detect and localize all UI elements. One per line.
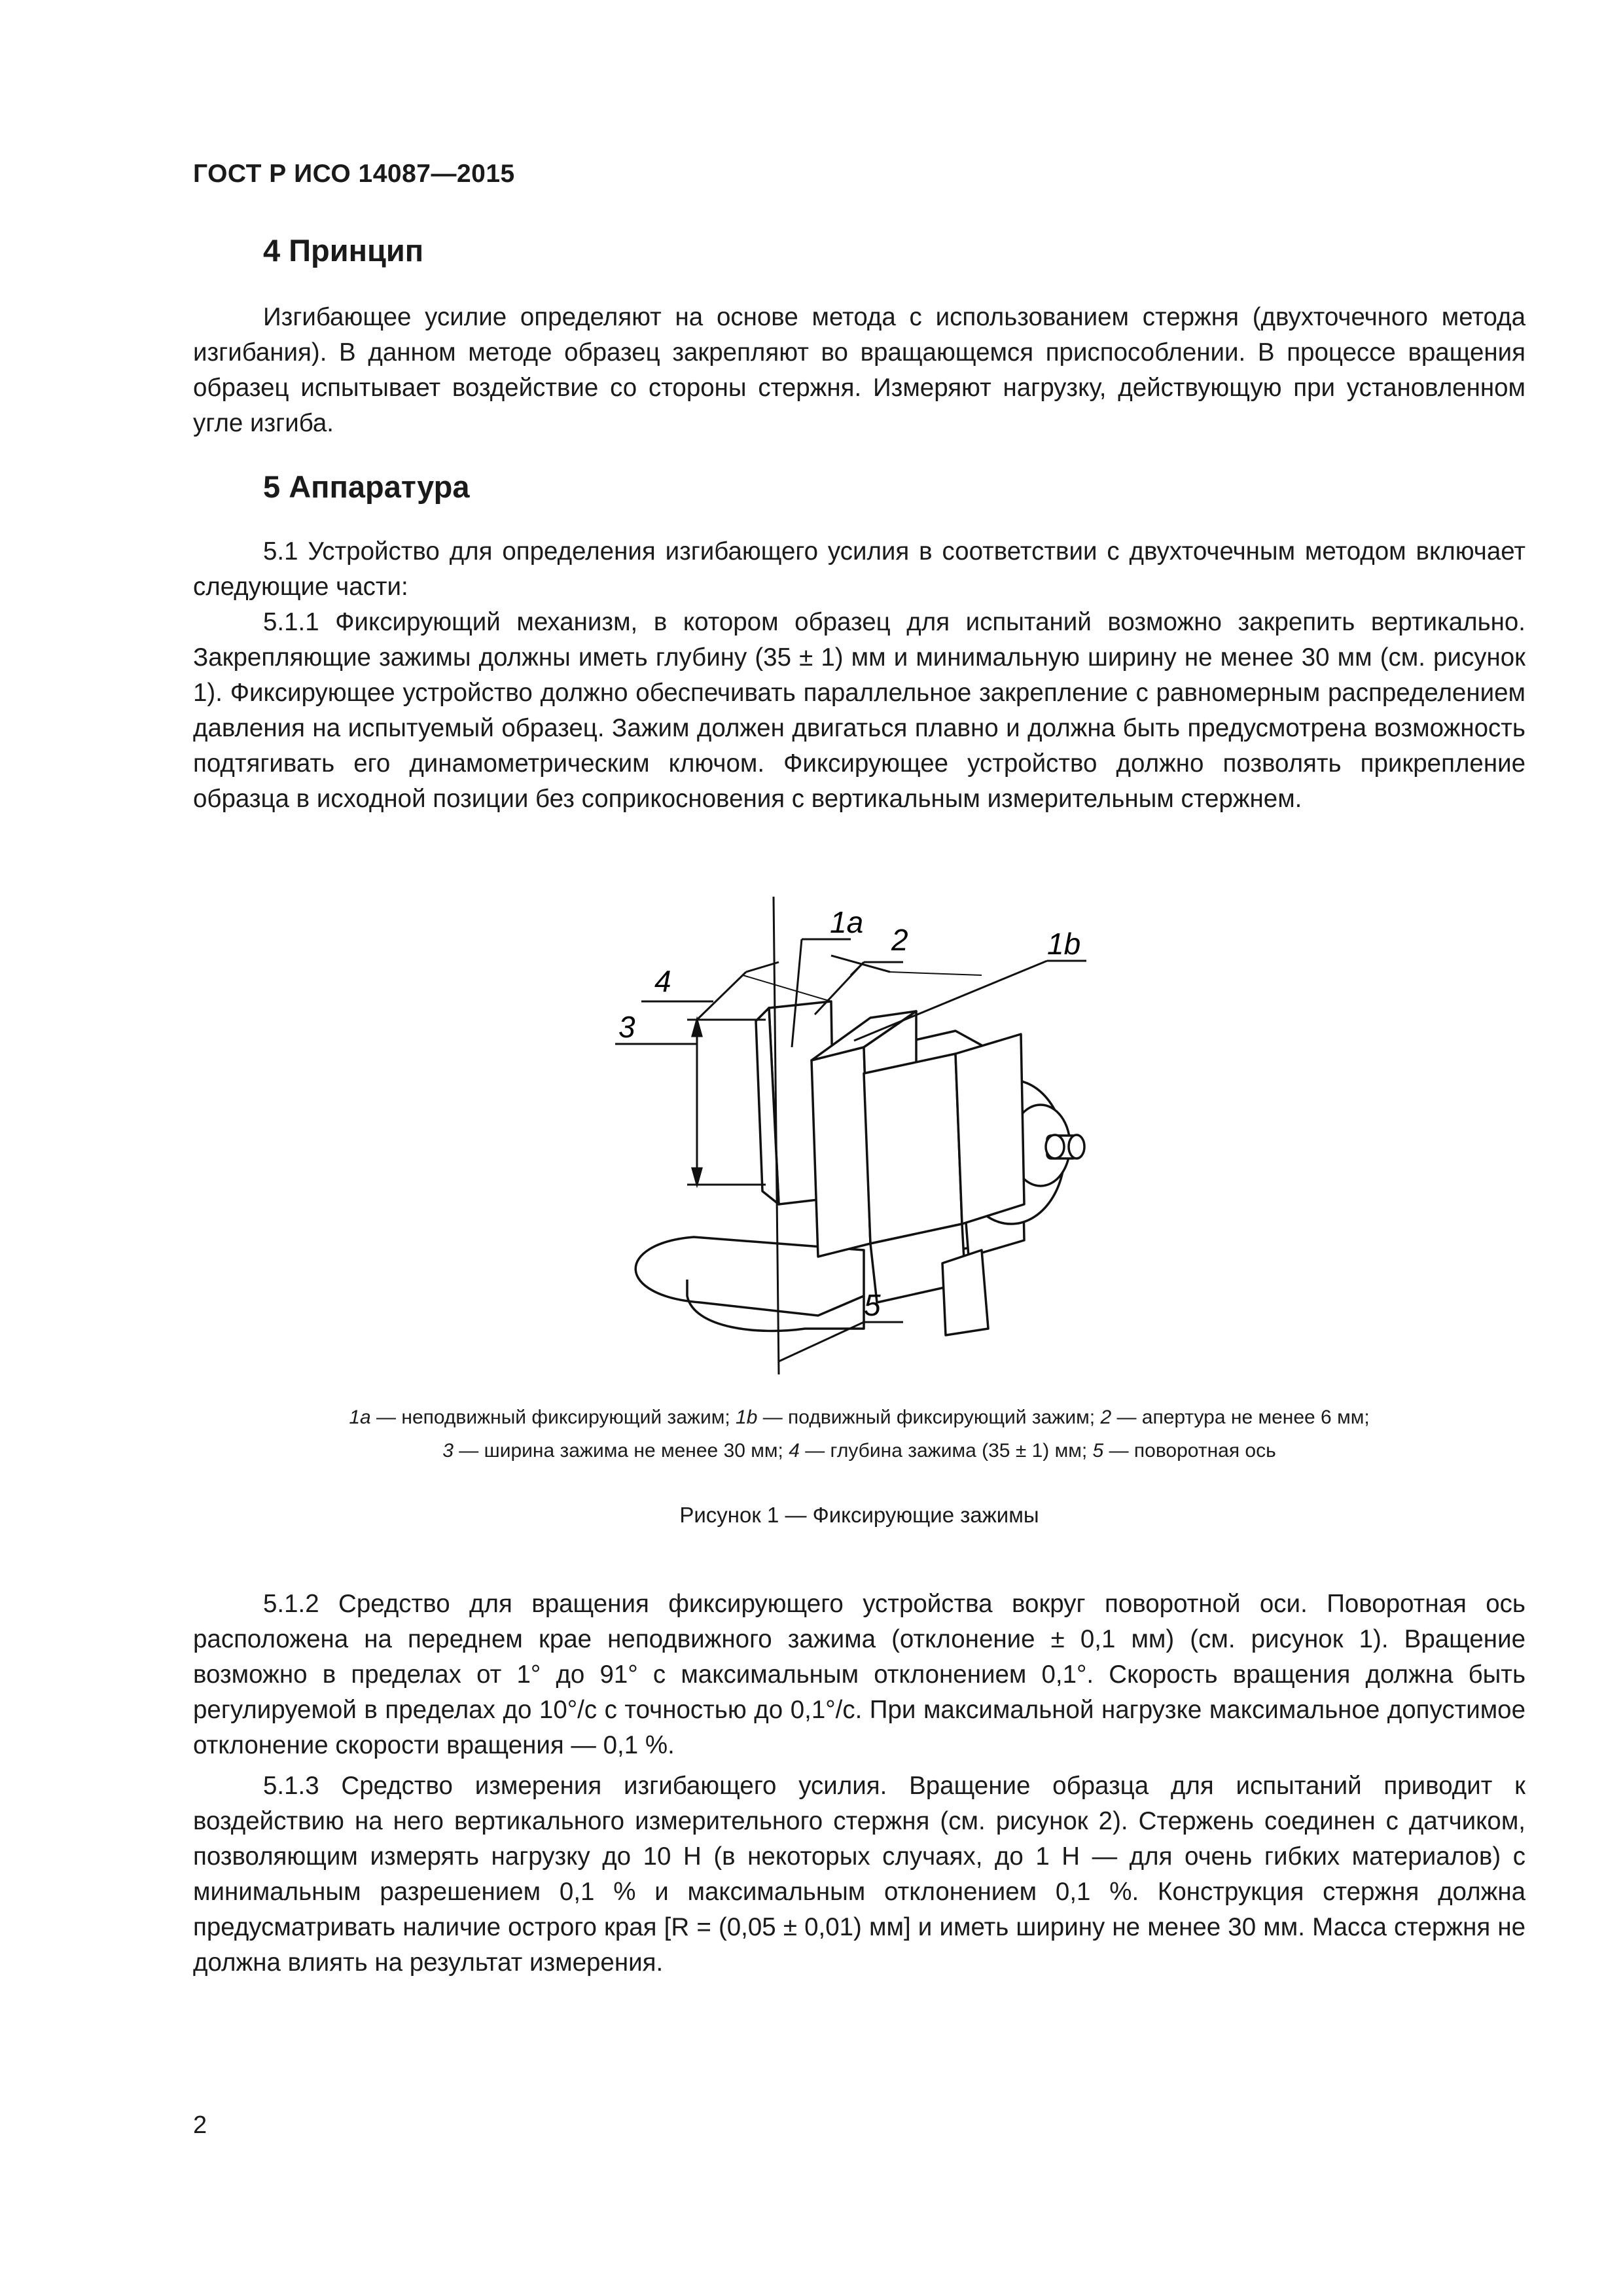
legend-text: — ширина зажима не менее 30 мм; <box>453 1440 789 1462</box>
legend-key: 4 <box>789 1440 800 1462</box>
callout-1a: 1a <box>830 905 864 939</box>
paragraph-5-1: 5.1 Устройство для определения изгибающего усилия в соответствии с двухточечным методом включает следующие части: <box>193 537 1525 601</box>
paragraph-5-1-3: 5.1.3 Средство измерения изгибающего усилия. Вращение образца для испытаний приводит к воздействию на него вертикального измерительного стержня (см. рисунок 2). Стержень соединен с датчиком, позволяющим измерять нагрузку до 10 Н (в некоторых случаях, до 1 Н — для очень гибких материалов) с минимальным разрешением 0,1 % и максимальным отклонением 0,1 %. Конструкция стержня должна предусматривать наличие острого края [R = (0,05 ± 0,01) мм] и иметь ширину не менее 30 мм. Масса стержня не должна влиять на результат измерения. <box>193 1772 1525 1977</box>
section-4-title: 4 Принцип <box>263 233 424 268</box>
legend-text: — глубина зажима (35 ± 1) мм; <box>799 1440 1093 1462</box>
legend-text: — неподвижный фиксирующий зажим; <box>370 1407 736 1428</box>
legend-text: — подвижный фиксирующий зажим; <box>757 1407 1101 1428</box>
legend-text: — апертура не менее 6 мм; <box>1111 1407 1370 1428</box>
section-5-1-2-block <box>193 1587 1525 1981</box>
legend-key: 3 <box>442 1440 454 1462</box>
legend-key: 1b <box>736 1407 758 1428</box>
front-clamp-body <box>864 1054 962 1244</box>
paragraph-5-1-2: 5.1.2 Средство для вращения фиксирующего устройства вокруг поворотной оси. Поворотная ось расположена на переднем крае неподвижного зажима (отклонение ± 0,1 мм) (см. рисунок 1). Вращение возможно в пределах от 1° до 91° с максимальным отклонением 0,1°. Скорость вращения должна быть регулируемой в пределах до 10°/с с точностью до 0,1°/с. При максимальной нагрузке максимальное допустимое отклонение скорости вращения — 0,1 %. <box>193 1590 1525 1759</box>
document-header: ГОСТ Р ИСО 14087—2015 <box>193 160 515 188</box>
legend-line-2 <box>193 1434 1525 1467</box>
figure-1-clamps-drawing <box>589 877 1165 1401</box>
movable-clamp-1b <box>812 1047 870 1257</box>
section-4-body: Изгибающее усилие определяют на основе метода с использованием стержня (двухточечного метода изгибания). В данном методе образец закрепляют во вращающемся приспособлении. В процессе вращения образец испытывает воздействие со стороны стержня. Измеряют нагрузку, действующую при установленном угле изгиба. <box>193 303 1525 437</box>
callout-1b: 1b <box>1047 927 1081 961</box>
paragraph-5-1-1: 5.1.1 Фиксирующий механизм, в котором образец для испытаний возможно закрепить вертикально. Закрепляющие зажимы должны иметь глубину (35 ± 1) мм и минимальную ширину не менее 30 мм (см. рисунок 1). Фиксирующее устройство должно обеспечивать параллельное закрепление с равномерным распределением давления на испытуемый образец. Зажим должен двигаться плавно и должна быть предусмотрена возможность подтягивать его динамометрическим ключом. Фиксирующее устройство должно позволять прикрепление образца в исходной позиции без соприкосновения с вертикальным измерительным стержнем. <box>193 608 1525 813</box>
legend-key: 2 <box>1100 1407 1112 1428</box>
callout-3: 3 <box>618 1010 635 1044</box>
section-5-title: 5 Аппаратура <box>263 469 470 504</box>
page-number: 2 <box>193 2111 207 2139</box>
legend-key: 5 <box>1092 1440 1104 1462</box>
callout-4: 4 <box>654 964 671 998</box>
callout-2: 2 <box>891 923 908 957</box>
callout-5: 5 <box>864 1288 881 1322</box>
legend-key: 1a <box>349 1407 371 1428</box>
section-5-1-block <box>193 534 1525 817</box>
legend-line-1 <box>193 1401 1525 1434</box>
legend-text: — поворотная ось <box>1103 1440 1276 1462</box>
figure-1-legend <box>193 1401 1525 1467</box>
figure-1-caption: Рисунок 1 — Фиксирующие зажимы <box>679 1503 1039 1527</box>
